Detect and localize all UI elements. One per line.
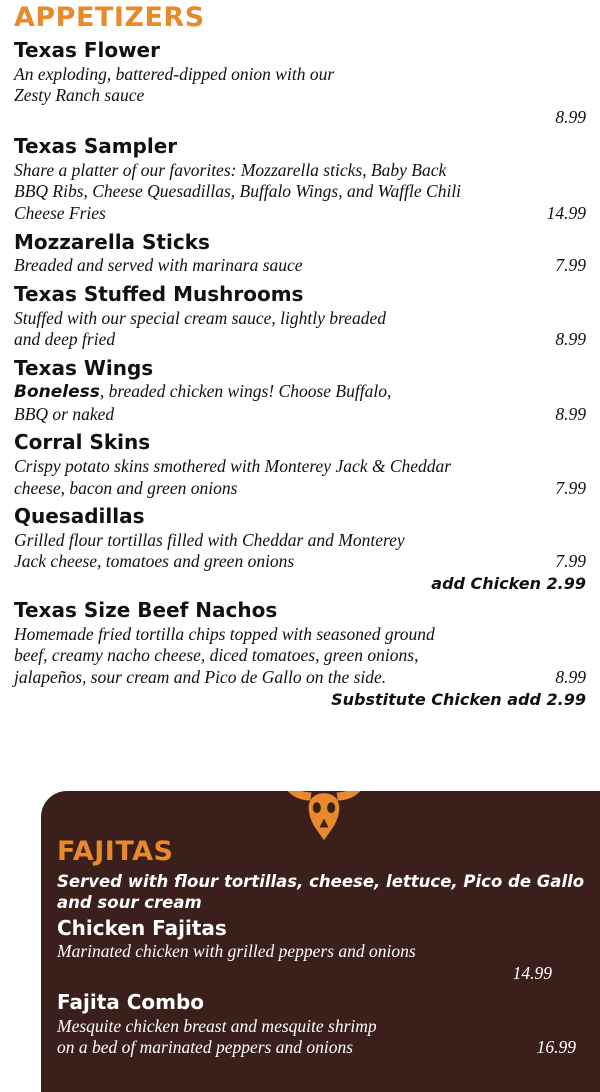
menu-item [14,429,586,499]
menu-item [14,133,586,225]
menu-item [14,597,586,709]
item-add-on-note: add Chicken 2.99 [431,574,586,594]
description-line: jalapeños, sour cream and Pico de Gallo on the side. [14,667,387,688]
description-line: and deep fried [14,329,116,350]
description-emphasis: Boneless [14,382,100,403]
description-line: Breaded and served with marinara sauce [14,255,303,276]
menu-item [14,229,586,277]
price-row [57,963,576,987]
item-name: Texas Stuffed Mushrooms [14,281,304,306]
item-name: Fajita Combo [57,990,205,1015]
description-line: Mesquite chicken breast and mesquite shrimp [57,1015,377,1036]
menu-item [14,37,586,129]
menu-item [57,917,600,987]
appetizers-heading: APPETIZERS [14,2,205,33]
description-line: BBQ or naked [14,403,115,424]
description-line-text: , breaded chicken wings! Choose Buffalo, [99,381,392,402]
menu-item [14,503,586,593]
menu-item [14,355,586,425]
item-description [57,1016,600,1059]
description-line [14,381,586,403]
item-description [14,624,586,689]
item-name: Texas Wings [14,355,154,380]
description-line: Stuffed with our special cream sauce, lightly breaded [14,307,386,328]
description-line: cheese, bacon and green onions [14,477,238,498]
item-description [14,255,586,277]
item-name: Mozzarella Sticks [14,229,210,254]
item-description [14,308,586,351]
price-row [14,107,586,129]
item-price: 8.99 [555,403,586,424]
item-description [14,381,586,425]
menu-item [57,991,600,1059]
item-name: Quesadillas [14,504,145,529]
item-price: 8.99 [555,329,586,350]
item-price: 8.99 [555,106,586,127]
item-name: Texas Size Beef Nachos [14,598,278,623]
item-name: Chicken Fajitas [57,915,227,940]
description-line: Grilled flour tortillas filled with Cheddar and Monterey [14,529,405,550]
item-price: 7.99 [555,477,586,498]
description-line: on a bed of marinated peppers and onions [57,1037,354,1058]
description-line: Marinated chicken with grilled peppers and onions [57,941,416,962]
description-line: Jack cheese, tomatoes and green onions [14,551,295,572]
description-line: An exploding, battered-dipped onion with our [14,63,335,84]
item-description [14,530,586,573]
item-price: 8.99 [555,667,586,688]
description-line: Zesty Ranch sauce [14,85,145,106]
item-price: 14.99 [512,963,552,984]
description-line: Share a platter of our favorites: Mozzarella sticks, Baby Back [14,159,447,180]
item-description [57,941,600,987]
fajitas-subtitle [57,871,600,914]
fajitas-heading: FAJITAS [57,836,174,867]
item-name: Corral Skins [14,430,151,455]
item-price: 14.99 [546,202,586,223]
item-price: 7.99 [555,255,586,276]
item-description [14,160,586,225]
description-line: Homemade fried tortilla chips topped with seasoned ground [14,623,435,644]
item-add-on-note: Substitute Chicken add 2.99 [331,689,586,709]
item-name: Texas Sampler [14,133,178,158]
item-name: Texas Flower [14,38,160,62]
item-description [14,64,586,129]
item-description [14,456,586,499]
item-price: 16.99 [536,1037,576,1058]
fajitas-content [41,791,600,1059]
subtitle-line: Served with flour tortillas, cheese, lettuce, Pico de Gallo [57,872,585,891]
subtitle-line: and sour cream [57,893,202,913]
description-line: Cheese Fries [14,202,106,223]
item-price: 7.99 [555,551,586,572]
fajitas-section [41,791,600,1092]
description-line: beef, creamy nacho cheese, diced tomatoes, green onions, [14,645,419,666]
description-line: Crispy potato skins smothered with Monterey Jack & Cheddar [14,455,452,476]
description-line: BBQ Ribs, Cheese Quesadillas, Buffalo Wings, and Waffle Chili [14,181,462,202]
menu-item [14,281,586,351]
